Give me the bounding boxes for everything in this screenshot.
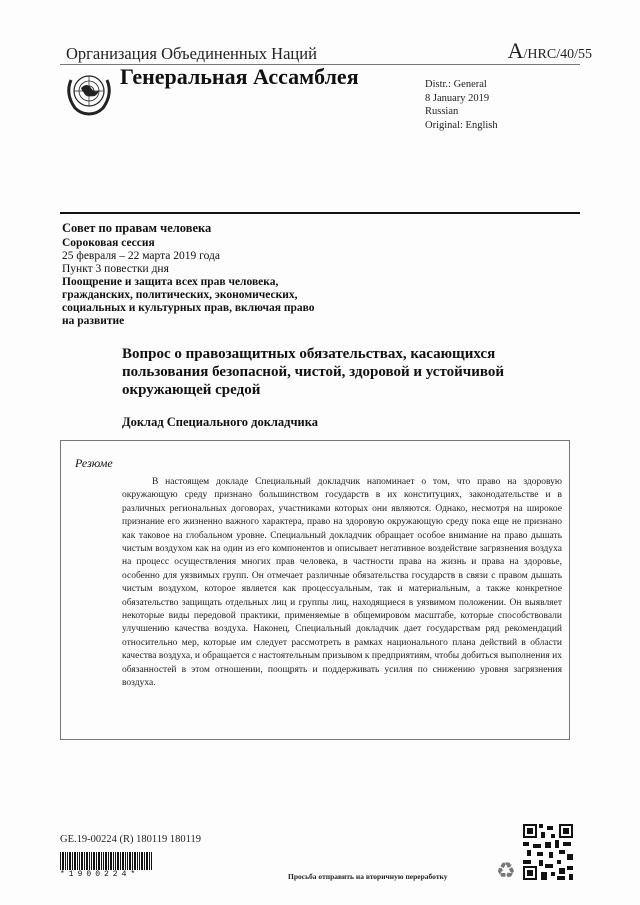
recycle-note: Просьба отправить на вторичную переработку: [288, 872, 448, 881]
summary-text: [122, 476, 562, 691]
session-dates: 25 февраля – 22 марта 2019 года: [62, 250, 220, 262]
document-symbol: [508, 38, 592, 64]
council-name: Совет по правам человека: [62, 221, 212, 235]
distribution-original: Original: English: [425, 119, 498, 131]
session-name: Сороковая сессия: [62, 237, 155, 249]
un-emblem-icon: [63, 66, 115, 118]
session-block: [62, 222, 322, 328]
summary-paragraph: В настоящем докладе Специальный докладчик напоминает о том, что право на здоровую окружающую среду признано большинством государств в их конституциях, законодательстве и в различных региональных договорах, участниками которых они являются. Однако, несмотря на широкое признание его жизненно важного характера, право на здоровую окружающую среду пока еще не признано как таковое на глобальном уровне. Специальный докладчик обращает особое внимание на право дышать чистым воздухом как на один из его компонентов и описывает негативное воздействие загрязнения воздуха на процесс осуществления многих прав человека, в частности права на жизнь и права на здоровье, особенно для уязвимых групп. Он отмечает различные обязательства государств в связи с правом дышать чистым воздухом, которое является как процессуальным, так и материальным, а также конкретное обязательство защищать отдельных лиц и группы лиц, находящиеся в уязвимом положении. Он выявляет некоторые виды передовой практики, применяемые в общемировом масштабе, которые способствовали улучшению качества воздуха. Наконец, Специальный докладчик дает государствам ряд рекомендаций относительно мер, которые им следует рассмотреть в рамках национального плана действий в области качества воздуха, и обращается с настоятельным призывом к предприятиям, чтобы добиться выполнения их обязанностей в этом отношении, поощрять и поддерживать усилия по снижению уровня загрязнения воздуха.: [122, 477, 562, 689]
barcode-number: *1900224*: [60, 870, 140, 879]
organization-name: Организация Объединенных Наций: [66, 44, 317, 63]
barcode-icon: [60, 852, 152, 870]
document-subtitle: Доклад Специального докладчика: [122, 415, 318, 429]
distribution-type: Distr.: General: [425, 79, 487, 90]
symbol-prefix: A: [507, 38, 524, 63]
qr-code-icon: [523, 824, 573, 880]
distribution-date: 8 January 2019: [425, 92, 490, 104]
distribution-block: [425, 78, 498, 132]
symbol-rest: /HRC/40/55: [523, 47, 592, 62]
summary-label: Резюме: [75, 456, 113, 470]
section-rule: [60, 212, 580, 214]
agenda-title: Поощрение и защита всех прав человека, гражданских, политических, экономических, социальных и культурных прав, включая право на развитие: [62, 276, 315, 327]
job-number: GE.19-00224 (R) 180119 180119: [60, 834, 201, 845]
distribution-language: Russian: [425, 106, 459, 118]
document-title: Вопрос о правозащитных обязательствах, касающихся пользования безопасной, чистой, здоровой и устойчивой окружающей средой: [122, 346, 505, 398]
agenda-item: Пункт 3 повестки дня: [62, 263, 169, 275]
body-title: Генеральная Ассамблея: [120, 64, 359, 89]
recycle-icon: ♻: [496, 858, 516, 883]
